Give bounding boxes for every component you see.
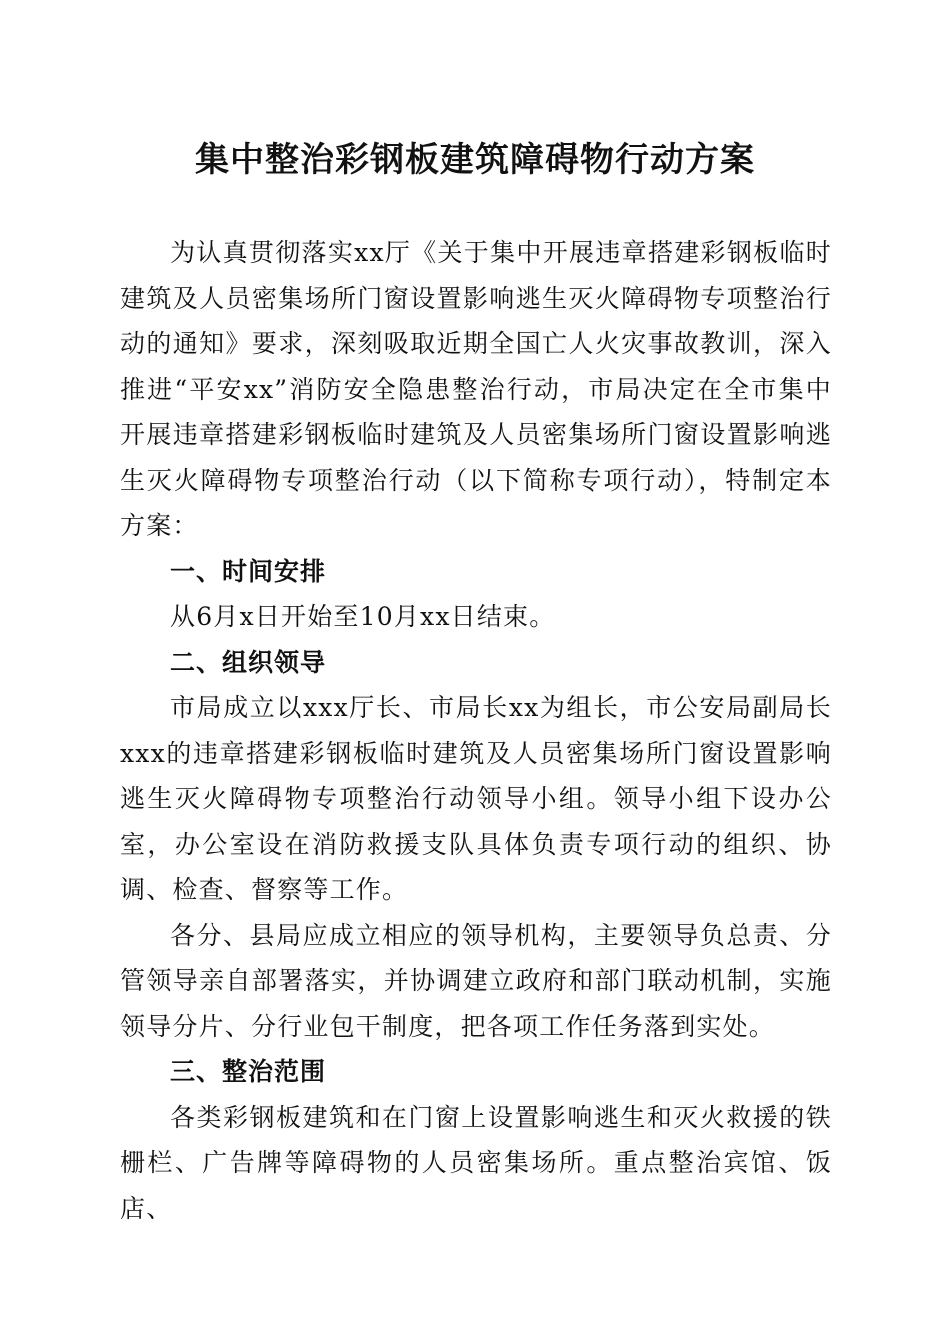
section-heading-schedule: 一、时间安排 xyxy=(170,556,327,586)
section-heading-leadership: 二、组织领导 xyxy=(170,647,327,677)
intro-paragraph: 为认真贯彻落实xx厅《关于集中开展违章搭建彩钢板临时建筑及人员密集场所门窗设置影响逃生灭火障碍物专项整治行动的通知》要求，深刻吸取近期全国亡人火灾事故教训，深入推进“平安xx”消防安全隐患整治行动，市局决定在全市集中开展违章搭建彩钢板临时建筑及人员密集场所门窗设置影响逃生灭火障碍物专项整治行动（以下简称专项行动），特制定本方案： xyxy=(120,238,832,540)
document-title: 集中整治彩钢板建筑障碍物行动方案 xyxy=(195,140,755,180)
document-body xyxy=(120,230,832,1231)
schedule-paragraph: 从6月x日开始至10月xx日结束。 xyxy=(170,602,556,631)
scope-paragraph: 各类彩钢板建筑和在门窗上设置影响逃生和灭火救援的铁栅栏、广告牌等障碍物的人员密集场所。重点整治宾馆、饭店、 xyxy=(120,1102,832,1223)
leadership-paragraph-1: 市局成立以xxx厅长、市局长xx为组长，市公安局副局长xxx的违章搭建彩钢板临时建筑及人员密集场所门窗设置影响逃生灭火障碍物专项整治行动领导小组。领导小组下设办公室，办公室设在消防救援支队具体负责专项行动的组织、协调、检查、督察等工作。 xyxy=(120,693,832,904)
section-heading-scope: 三、整治范围 xyxy=(170,1057,327,1086)
leadership-paragraph-2: 各分、县局应成立相应的领导机构，主要领导负总责、分管领导亲自部署落实，并协调建立政府和部门联动机制，实施领导分片、分行业包干制度，把各项工作任务落到实处。 xyxy=(120,920,832,1041)
